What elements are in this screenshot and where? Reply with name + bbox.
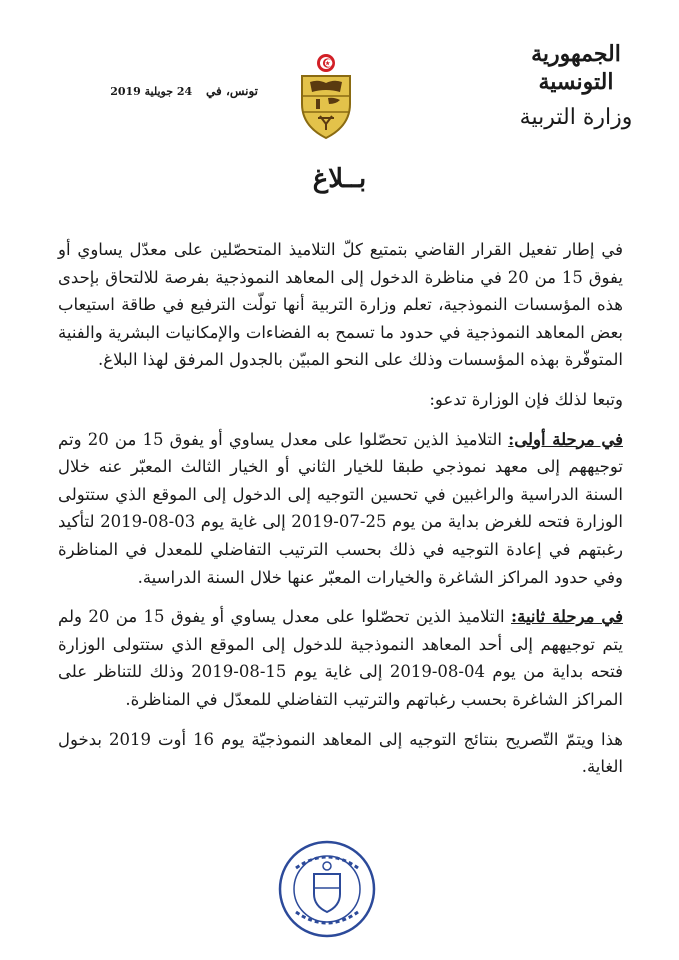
tunisia-coat-of-arms-icon (296, 52, 356, 144)
issue-place-date (88, 84, 258, 98)
ministry-name: وزارة التربية (519, 105, 633, 130)
issue-date: 24 جويلية 2019 (110, 85, 193, 98)
phase-one-paragraph (58, 426, 623, 592)
closing-paragraph: هذا ويتمّ التّصريح بنتائج التوجيه إلى المعاهد النموذجيّة يوم 16 أوت 2019 بدخول الغاية. (58, 729, 623, 777)
issue-city: تونس، في (206, 84, 258, 98)
lead-paragraph: وتبعا لذلك فإن الوزارة تدعو: (429, 389, 623, 409)
phase-two-paragraph (58, 603, 623, 713)
phase-one-label: في مرحلة أولى: (508, 429, 623, 449)
phase-one-text: التلاميذ الذين تحصّلوا على معدل يساوي أو يفوق 15 من 20 وتم توجيههم إلى معهد نموذجي طبقا للخيار الثاني أو الخيار الثالث المعبّر عنه خلال السنة الدراسية والراغبين في تحسين التوجيه إلى الدخول إلى الموقع الذي ستتولى الوزارة فتحه للغرض بداية من يوم 25-07-2019 إلى غاية يوم 03-08-2019 لتأكيد رغبتهم في إعادة التوجيه في ذلك بحسب الترتيب التفاضلي للمعدل في المناظرة وفي حدود المراكز الشاغرة والخيارات المعبّر عنها خلال السنة الدراسية. (58, 429, 623, 587)
phase-two-text: التلاميذ الذين تحصّلوا على معدل يساوي أو يفوق 15 من 20 ولم يتم توجيههم إلى أحد المعاهد النموذجية للدخول إلى الموقع الذي ستتولى الوزارة فتحه بداية من يوم 04-08-2019 إلى غاية يوم 15-08-2019 وذلك للتناظر على المراكز الشاغرة بحسب رغباتهم والترتيب التفاضلي للمعدّل في المناظرة. (58, 607, 623, 709)
document-body (58, 236, 623, 781)
document-title: بــلاغ (312, 164, 367, 194)
republic-name: الجمهورية التونسية (531, 41, 621, 95)
phase-two-label: في مرحلة ثانية: (511, 607, 623, 627)
header-issuer (501, 40, 651, 134)
intro-paragraph: في إطار تفعيل القرار القاضي بتمتيع كلّ التلاميذ المتحصّلين على معدّل يساوي أو يفوق 15 من 20 في مناظرة الدخول إلى المعاهد النموذجية بفرصة للالتحاق بإحدى هذه المؤسسات النموذجية، تعلم وزارة التربية أنها تولّت الترفيع في طاقة استيعاب بعض المعاهد النموذجية في حدود ما تسمح به الفضاءات والإمكانيات البشرية والفنية المتوفّرة بهذه المؤسسات وذلك على النحو المبيّن بالجدول المرفق لهذا البلاغ. (58, 240, 623, 370)
official-stamp-icon (276, 838, 378, 940)
